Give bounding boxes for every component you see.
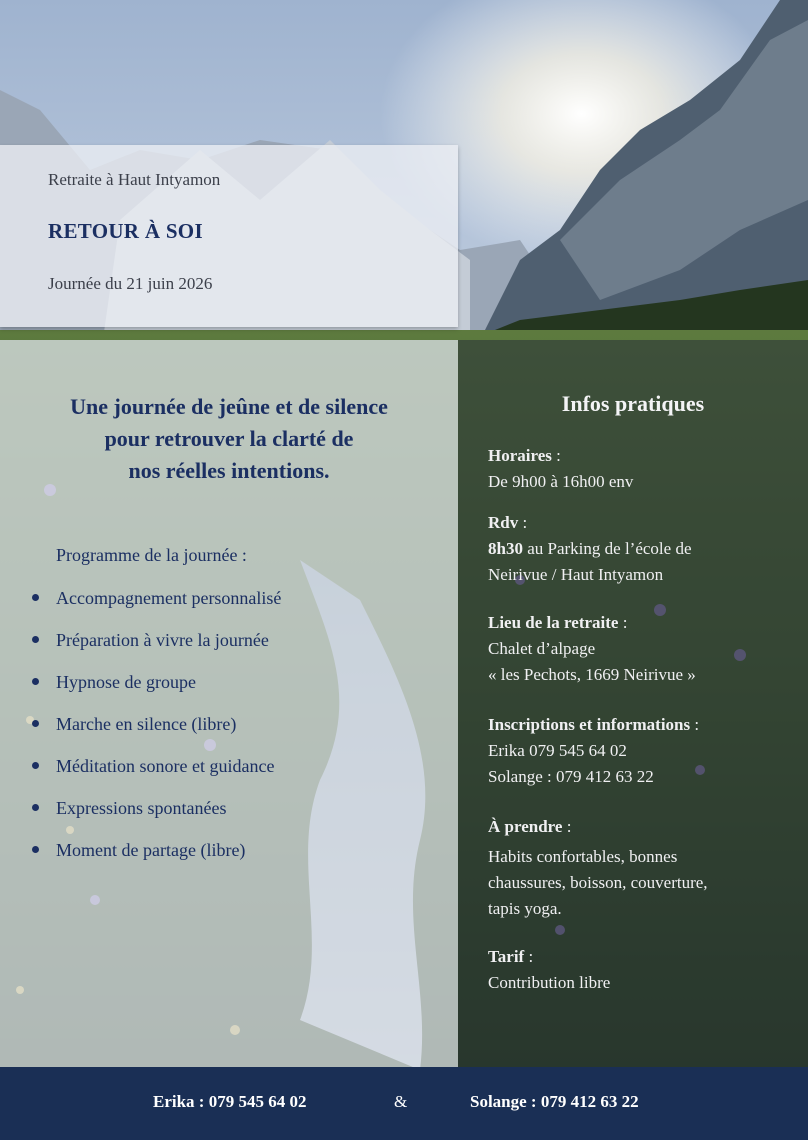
info-value: chaussures, boisson, couverture,: [488, 873, 708, 892]
info-label: Horaires: [488, 446, 552, 465]
bullet-icon: [32, 762, 39, 769]
programme-item: [30, 753, 281, 795]
programme-item-label: Marche en silence (libre): [56, 714, 237, 734]
programme-item: [30, 669, 281, 711]
info-label: Rdv: [488, 513, 519, 532]
programme-item-label: Accompagnement personnalisé: [56, 588, 282, 608]
rdv-time: 8h30: [488, 539, 523, 558]
bullet-icon: [32, 636, 39, 643]
info-value: au Parking de l’école de: [522, 539, 692, 558]
footer-contact-erika: Erika : 079 545 64 02: [153, 1092, 307, 1111]
tagline: [18, 391, 440, 487]
label-colon: :: [618, 613, 628, 632]
infos-title: Infos pratiques: [561, 391, 705, 416]
info-tarif: [488, 944, 610, 996]
info-label: Lieu de la retraite: [488, 613, 619, 632]
programme-item-label: Préparation à vivre la journée: [56, 630, 269, 650]
info-value: Solange : 079 412 63 22: [488, 767, 654, 786]
info-lieu: [488, 610, 696, 688]
info-label: Inscriptions et informations: [488, 715, 691, 734]
bullet-icon: [32, 720, 39, 727]
info-value: Erika 079 545 64 02: [488, 741, 627, 760]
info-value: De 9h00 à 16h00 env: [488, 472, 634, 491]
label-colon: :: [562, 817, 572, 836]
info-value: Contribution libre: [488, 973, 611, 992]
retreat-title: RETOUR À SOI: [48, 219, 203, 243]
info-value: Neirivue / Haut Intyamon: [488, 565, 664, 584]
bullet-icon: [32, 678, 39, 685]
info-label: Tarif: [488, 947, 525, 966]
info-value: tapis yoga.: [488, 899, 562, 918]
programme-item-label: Hypnose de groupe: [56, 672, 196, 692]
footer-contact-solange: Solange : 079 412 63 22: [470, 1092, 639, 1111]
info-inscriptions: [488, 712, 699, 790]
programme-item-label: Méditation sonore et guidance: [56, 756, 275, 776]
programme-item: [30, 627, 281, 669]
info-horaires: [488, 443, 633, 495]
info-a-prendre: [488, 814, 708, 922]
tagline-line: nos réelles intentions.: [128, 458, 330, 483]
label-colon: :: [524, 947, 534, 966]
bullet-icon: [32, 846, 39, 853]
info-value: Chalet d’alpage: [488, 639, 596, 658]
programme-item-label: Moment de partage (libre): [56, 840, 246, 860]
programme-item: [30, 585, 281, 627]
programme-list: [30, 585, 281, 879]
tagline-line: Une journée de jeûne et de silence: [70, 394, 388, 419]
programme-heading: Programme de la journée :: [56, 545, 247, 565]
programme-item: [30, 795, 281, 837]
footer-ampersand: &: [394, 1092, 408, 1111]
retreat-date: Journée du 21 juin 2026: [48, 274, 213, 293]
label-colon: :: [551, 446, 561, 465]
bullet-icon: [32, 594, 39, 601]
label-colon: :: [690, 715, 700, 734]
programme-item-label: Expressions spontanées: [56, 798, 227, 818]
info-value: Habits confortables, bonnes: [488, 847, 678, 866]
programme-item: [30, 711, 281, 753]
retreat-subtitle: Retraite à Haut Intyamon: [48, 170, 221, 189]
tagline-line: pour retrouver la clarté de: [104, 426, 354, 451]
bullet-icon: [32, 804, 39, 811]
info-rdv: [488, 510, 691, 588]
label-colon: :: [518, 513, 528, 532]
info-value: « les Pechots, 1669 Neirivue »: [488, 665, 696, 684]
programme-item: [30, 837, 281, 879]
footer-contacts: [0, 1092, 808, 1116]
info-label: À prendre: [488, 817, 563, 836]
